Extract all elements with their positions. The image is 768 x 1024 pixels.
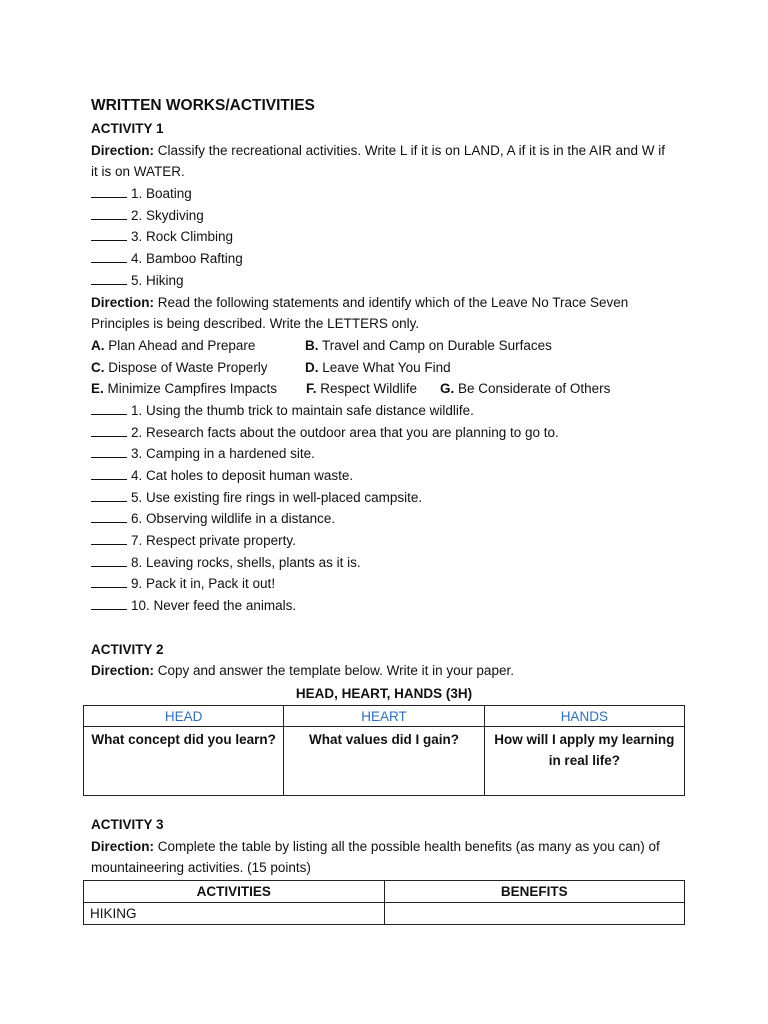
table-3h <box>83 705 685 796</box>
list-item <box>91 400 691 422</box>
page-title: WRITTEN WORKS/ACTIVITIES <box>91 97 315 114</box>
option-letter: A. <box>91 337 105 353</box>
item-text: 2. Skydiving <box>131 207 204 223</box>
direction-label: Direction: <box>91 142 155 158</box>
statement-text: 8. Leaving rocks, shells, plants as it is. <box>131 554 361 570</box>
activity3-direction-cont: mountaineering activities. (15 points) <box>91 860 311 876</box>
table-header-row <box>84 706 685 727</box>
list-item <box>91 465 691 487</box>
list-item <box>91 595 691 617</box>
list-item <box>91 552 691 574</box>
header-head: HEAD <box>84 706 284 727</box>
activity1-direction2 <box>91 292 691 314</box>
answer-blank[interactable] <box>91 185 127 198</box>
table-3h-title: HEAD, HEART, HANDS (3H) <box>295 686 473 701</box>
list-item <box>91 443 691 465</box>
table-row <box>84 727 685 796</box>
cell-head-question[interactable]: What concept did you learn? <box>84 727 284 796</box>
statement-text: 10. Never feed the animals. <box>131 598 297 614</box>
cell-benefit[interactable] <box>384 903 685 925</box>
statement-text: 3. Camping in a hardened site. <box>131 446 315 462</box>
options-row <box>91 378 691 400</box>
worksheet-content <box>91 94 691 682</box>
header-heart: HEART <box>284 706 484 727</box>
direction-label: Direction: <box>91 838 155 854</box>
list-item <box>91 248 691 270</box>
activity3-block <box>91 814 691 879</box>
answer-blank[interactable] <box>91 250 127 263</box>
option-letter: E. <box>91 381 104 397</box>
answer-blank[interactable] <box>91 228 127 241</box>
benefits-table <box>83 880 685 925</box>
statement-text: 1. Using the thumb trick to maintain safe distance wildlife. <box>131 402 474 418</box>
answer-blank[interactable] <box>91 575 127 588</box>
option-letter: B. <box>305 337 319 353</box>
activity1-direction2-cont: Principles is being described. Write the LETTERS only. <box>91 316 420 332</box>
cell-activity[interactable]: HIKING <box>84 903 385 925</box>
option-a <box>91 335 305 357</box>
activity2-direction <box>91 660 691 682</box>
item-text: 3. Rock Climbing <box>131 229 234 245</box>
statement-text: 5. Use existing fire rings in well-placed campsite. <box>131 489 423 505</box>
options-row <box>91 357 691 379</box>
option-letter: G. <box>440 381 455 397</box>
option-f <box>306 378 440 400</box>
direction-text: Complete the table by listing all the possible health benefits (as many as you can) of <box>154 838 660 854</box>
header-hands: HANDS <box>484 706 684 727</box>
header-activities: ACTIVITIES <box>84 881 385 903</box>
answer-blank[interactable] <box>91 207 127 220</box>
direction-text: Copy and answer the template below. Write it in your paper. <box>154 663 514 679</box>
option-text: Leave What You Find <box>318 359 451 375</box>
item-text: 1. Boating <box>131 186 192 202</box>
option-text: Plan Ahead and Prepare <box>104 337 256 353</box>
option-c <box>91 357 305 379</box>
option-g <box>440 378 610 400</box>
list-item <box>91 205 691 227</box>
answer-blank[interactable] <box>91 489 127 502</box>
option-d <box>305 357 451 379</box>
statement-text: 2. Research facts about the outdoor area that you are planning to go to. <box>131 424 559 440</box>
list-item <box>91 270 691 292</box>
statement-text: 4. Cat holes to deposit human waste. <box>131 468 354 483</box>
option-text: Respect Wildlife <box>316 381 418 397</box>
statement-text: 9. Pack it in, Pack it out! <box>131 576 276 592</box>
list-item <box>91 487 691 509</box>
answer-blank[interactable] <box>91 597 127 610</box>
option-letter: D. <box>305 359 319 375</box>
option-text: Minimize Campfires Impacts <box>103 381 278 397</box>
list-item <box>91 573 691 595</box>
activity3-label: ACTIVITY 3 <box>91 817 164 832</box>
option-b <box>305 335 552 357</box>
statement-text: 6. Observing wildlife in a distance. <box>131 511 336 527</box>
answer-blank[interactable] <box>91 467 127 480</box>
direction-label: Direction: <box>91 663 155 679</box>
option-text: Be Considerate of Others <box>454 381 611 397</box>
list-item <box>91 530 691 552</box>
activity3-direction <box>91 836 691 858</box>
list-item <box>91 183 691 205</box>
answer-blank[interactable] <box>91 445 127 458</box>
item-text: 4. Bamboo Rafting <box>131 251 243 267</box>
list-item <box>91 508 691 530</box>
answer-blank[interactable] <box>91 402 127 415</box>
cell-hands-question[interactable]: How will I apply my learning in real life? <box>484 727 684 796</box>
answer-blank[interactable] <box>91 554 127 567</box>
item-text: 5. Hiking <box>131 272 184 288</box>
direction-label: Direction: <box>91 294 155 310</box>
header-benefits: BENEFITS <box>384 881 685 903</box>
table-row <box>84 903 685 925</box>
spacer <box>91 617 691 639</box>
activity2-label: ACTIVITY 2 <box>91 641 164 657</box>
option-letter: C. <box>91 359 105 375</box>
answer-blank[interactable] <box>91 532 127 545</box>
option-e <box>91 378 306 400</box>
options-row <box>91 335 691 357</box>
option-letter: F. <box>306 381 317 397</box>
option-text: Travel and Camp on Durable Surfaces <box>318 337 552 353</box>
answer-blank[interactable] <box>91 510 127 523</box>
direction-text: Classify the recreational activities. Write L if it is on LAND, A if it is in the AIR and W if <box>154 142 665 158</box>
activity1-direction <box>91 140 691 162</box>
activity1-label: ACTIVITY 1 <box>91 121 164 136</box>
list-item <box>91 226 691 248</box>
list-item <box>91 422 691 444</box>
answer-blank[interactable] <box>91 424 127 437</box>
direction-text: Read the following statements and identify which of the Leave No Trace Seven <box>154 294 629 310</box>
option-text: Dispose of Waste Properly <box>104 359 268 375</box>
statement-text: 7. Respect private property. <box>131 533 296 549</box>
cell-heart-question[interactable]: What values did I gain? <box>284 727 484 796</box>
table-header-row <box>84 881 685 903</box>
activity1-direction-cont: it is on WATER. <box>91 164 185 180</box>
answer-blank[interactable] <box>91 272 127 285</box>
